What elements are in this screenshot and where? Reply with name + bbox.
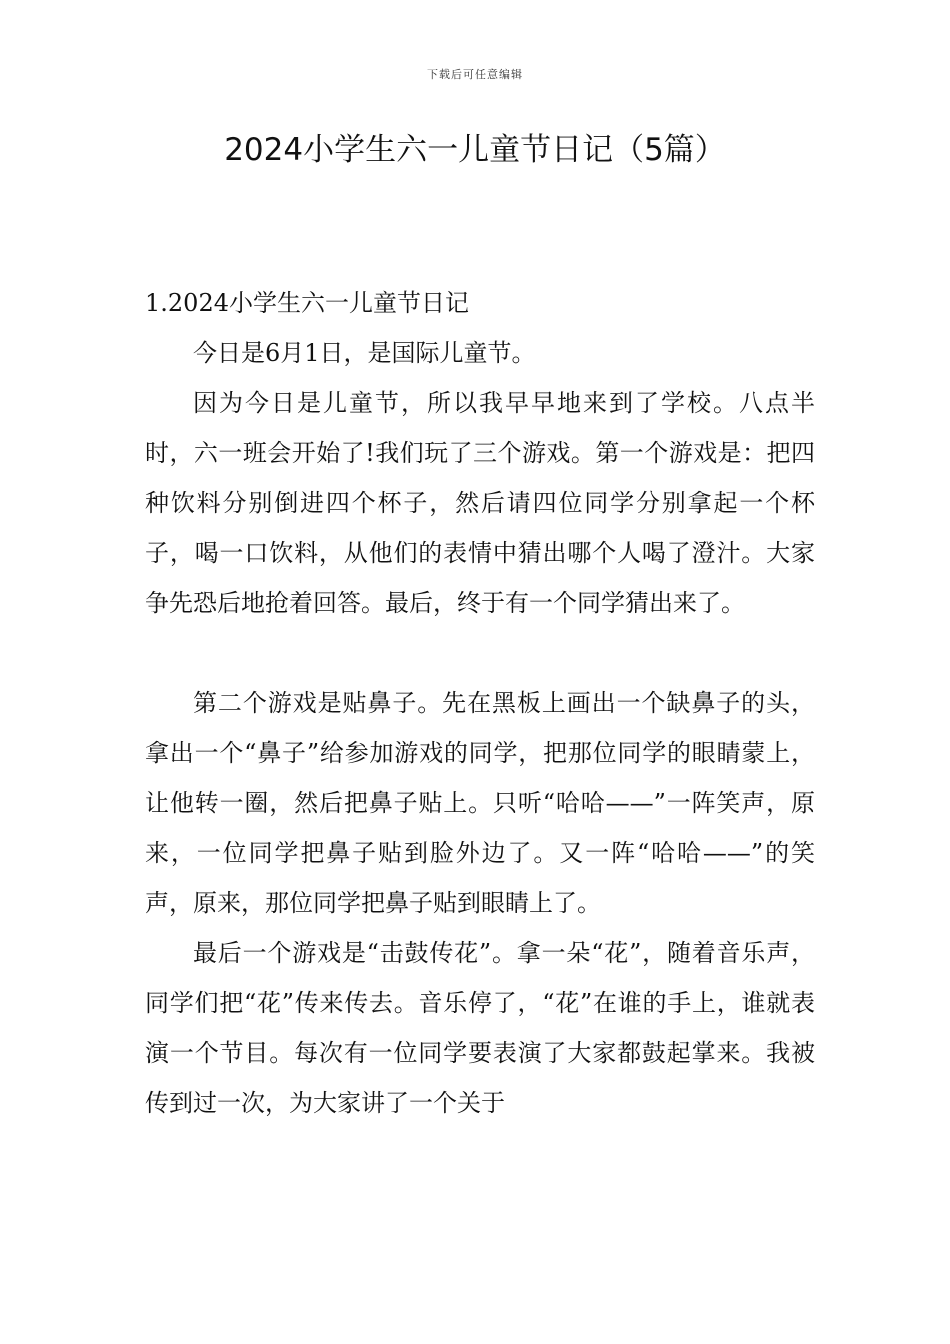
paragraph-third-game: 最后一个游戏是“击鼓传花”。拿一朵“花”，随着音乐声，同学们把“花”传来传去。音乐停了，“花”在谁的手上，谁就表演一个节目。每次有一位同学要表演了大家都鼓起掌来。我被传到过一次，为大家讲了一个关于	[145, 939, 815, 1117]
document-body	[145, 278, 815, 1128]
header-note: 下载后可任意编辑	[427, 68, 523, 81]
document-title: 2024小学生六一儿童节日记（5篇）	[224, 132, 726, 168]
paragraph-gap	[145, 628, 815, 678]
paragraph-intro: 今日是6月1日，是国际儿童节。	[193, 339, 536, 367]
paragraph-second-game: 第二个游戏是贴鼻子。先在黑板上画出一个缺鼻子的头，拿出一个“鼻子”给参加游戏的同学，把那位同学的眼睛蒙上，让他转一圈，然后把鼻子贴上。只听“哈哈——”一阵笑声，原来，一位同学把鼻子贴到脸外边了。又一阵“哈哈——”的笑声，原来，那位同学把鼻子贴到眼睛上了。	[145, 689, 815, 917]
section-heading: 1.2024小学生六一儿童节日记	[145, 289, 469, 317]
paragraph-first-game: 因为今日是儿童节，所以我早早地来到了学校。八点半时，六一班会开始了!我们玩了三个游戏。第一个游戏是：把四种饮料分别倒进四个杯子，然后请四位同学分别拿起一个杯子，喝一口饮料，从他们的表情中猜出哪个人喝了澄汁。大家争先恐后地抢着回答。最后，终于有一个同学猜出来了。	[145, 389, 815, 617]
